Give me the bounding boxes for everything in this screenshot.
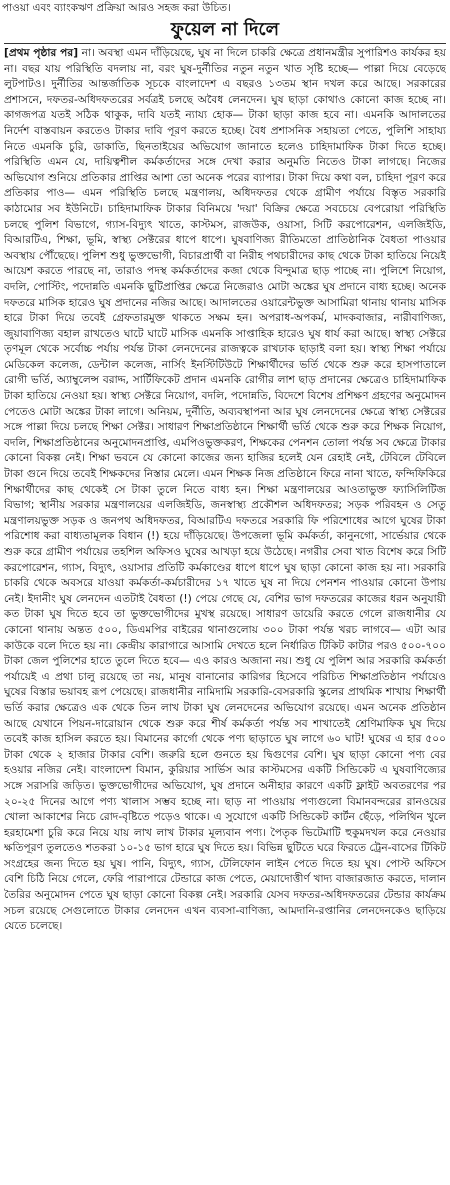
- article-headline: ফুয়েল না দিলে: [170, 19, 280, 40]
- article-text: না। অবস্থা এমন দাঁড়িয়েছে, ঘুষ না দিলে চাকরি ক্ষেত্রে প্রধানমন্ত্রীর সুপারিশও কার্যকর হয় না। বছর যায় পরিস্থিতি বদলায় না, বরং ঘুষ-দুর্নীতির নতুন নতুন খাত সৃষ্টি হচ্ছে— পাল্লা দিয়ে বেড়েছে লুটপাটও। দুর্নীতির আন্তর্জাতিক সূচকে বাংলাদেশ এ বছরও ১৩তম স্থান দখল করে আছে। সরকারের প্রশাসনে, দফতর-অধিদফতরের সর্বত্রই চলছে অবৈধ লেনদেন। ঘুষ ছাড়া কোথাও কোনো কাজ হচ্ছে না। কাগজপত্র যতই সঠিক থাকুক, দাবি যতই ন্যায্য হোক— টাকা ছাড়া কাজ হবে না। এমনকি আদালতের নির্দেশ বাস্তবায়ন করতেও টাকার দাবি পূরণ করতে হচ্ছে। বৈধ প্রশাসনিক সহায়তা পেতে, পুলিশি সাহায্য নিতে এমনকি চুরি, ডাকাতি, ছিনতাইয়ের অভিযোগ জানাতে হলেও চাহিদামাফিক টাকা দিতে হচ্ছে। পরিস্থিতি এমন যে, দায়িত্বশীল কর্মকর্তাদের সঙ্গে দেখা করার অনুমতি নিতেও টাকা লাগছে। নিজের অভিযোগ শুনিয়ে প্রতিকার প্রাপ্তির আশা তো অনেক পরের ব্যাপার। টাকা দিয়ে কথা বল, চাহিদা পূরণ করে প্রতিকার পাও— এমন পরিস্থিতি চলছে মন্ত্রণালয়, অধিদফতর থেকে গ্রামীণ পর্যায়ে বিস্তৃত সরকারি কাঠামোর সব ইউনিটে। চাহিদামাফিক টাকার বিনিময়ে 'দয়া' বিক্রির ক্ষেত্রে সবচেয়ে বেপরোয়া পরিস্থিতি চলছে পুলিশ বিভাগে, গ্যাস-বিদ্যুৎ খাতে, কাস্টমস, রাজউক, ওয়াসা, সিটি করপোরেশন, এলজিইডি, বিআরটিএ, শিক্ষা, ভূমি, স্বাস্থ্য সেক্টরের ধাপে ধাপে। ঘুষবাণিজ্য রীতিমতো প্রাতিষ্ঠানিক বৈধতা পাওয়ার অবস্থায় পৌঁছেছে। পুলিশ শুধু ভুক্তভোগী, বিচারপ্রার্থী বা নিরীহ পথচারীদের কাছ থেকে টাকা হাতিয়ে নিয়েই আয়েশ করতে পারছে না, তারাও পদস্থ কর্মকর্তাদের কজা থেকে বিন্দুমাত্র ছাড় পাচ্ছে না। পুলিশে নিয়োগ, বদলি, পোস্টিং, পদোন্নতি এমনকি ছুটিপ্রাপ্তির ক্ষেত্রে নিজেরাও মোটা অঙ্কের ঘুষ প্রদানে বাধ্য হচ্ছে। অনেক দফতরে মাসিক হারেও ঘুষ প্রদানের নজির আছে। আদালতের ওয়ারেন্টভুক্ত আসামিরা থানায় থানায় মাসিক হারে টাকা দিয়ে তবেই গ্রেফতারমুক্ত থাকতে সক্ষম হন। অপরাধ-অপকর্ম, মাদকবাজার, নারীবাণিজ্য, জুয়াবাণিজ্য বহাল রাখতেও ঘাটে ঘাটে মাসিক এমনকি সাপ্তাহিক হারেও ঘুষ ধার্য করা আছে। স্বাস্থ্য সেক্টরে তৃণমূল থেকে সর্বোচ্চ পর্যায় পর্যন্ত টাকা লেনদেনের রাজত্বকে রাখঢাক ছাড়াই বলা হয়। স্বাস্থ্য শিক্ষা পর্যায়ে মেডিকেল কলেজ, ডেন্টাল কলেজ, নার্সিং ইনস্টিটিউটে শিক্ষার্থীদের ভর্তি থেকে শুরু করে হাসপাতালে রোগী ভর্তি, অ্যাম্বুলেন্স বরাদ্দ, সার্টিফিকেট প্রদান এমনকি রোগীর লাশ ছাড় প্রদানের ক্ষেত্রেও চাহিদামাফিক টাকা হাতিয়ে নেওয়া হয়। স্বাস্থ্য সেক্টরে নিয়োগ, বদলি, পদোন্নতি, বিদেশে বিশেষ প্রশিক্ষণ গ্রহণের অনুমোদন পেতেও মোটা অঙ্কের টাকা লাগে। অনিয়ম, দুর্নীতি, অব্যবস্থাপনা আর ঘুষ লেনদেনের ক্ষেত্রে স্বাস্থ্য সেক্টরের সঙ্গে পাল্লা দিয়ে চলছে শিক্ষা সেক্টর। সাধারণ শিক্ষাপ্রতিষ্ঠানে শিক্ষার্থী ভর্তি থেকে শুরু করে শিক্ষক নিয়োগ, বদলি, শিক্ষাপ্রতিষ্ঠানের অনুমোদনপ্রাপ্তি, এমপিওভুক্তকরণ, শিক্ষকের পেনশন তোলা পর্যন্ত সব ক্ষেত্রে টাকার কোনো বিকল্প নেই। শিক্ষা ভবনে যে কোনো কাজের জন্য হাজির হলেই যেন রেহাই নেই, টেবিলে টেবিলে টাকা গুনে দিয়ে তবেই শিক্ষকদের নিস্তার মেলে। এমন শিক্ষক নিজ প্রতিষ্ঠানে ফিরে নানা খাতে, ফন্দিফিকিরে শিক্ষার্থীদের কাছ থেকেই সে টাকা তুলে নিতে বাধ্য হন। শিক্ষা মন্ত্রণালয়ের আওতাভুক্ত ফ্যাসিলিটিজ বিভাগ; স্থানীয় সরকার মন্ত্রণালয়ের এলজিইডি, জনস্বাস্থ্য প্রকৌশল অধিদফতর; সড়ক পরিবহন ও সেতু মন্ত্রণালয়ভুক্ত সড়ক ও জনপথ অধিদফতর, বিআরটিএ দফতরে সরকারি ফি পরিশোধের আগে ঘুষের টাকা পরিশোধ করা বাধ্যতামূলক বিধান (!) হয়ে দাঁড়িয়েছে। উপজেলা ভূমি কর্মকর্তা, কানুনগো, সার্ভেয়ার থেকে শুরু করে গ্রামীণ পর্যায়ের তহশিল অফিসও ঘুষের আখড়া হয়ে উঠেছে। নগরীর সেবা খাত বিশেষ করে সিটি করপোরেশন, গ্যাস, বিদ্যুৎ, ওয়াসার প্রতিটি কর্মকাণ্ডের ধাপে ধাপে ঘুষ ছাড়া কোনো কাজ হয় না। সরকারি চাকরি থেকে অবসরে যাওয়া কর্মকর্তা-কর্মচারীদের ১৭ খাতে ঘুষ না দিয়ে পেনশন পাওয়ার কোনো উপায় নেই। ইদানীং ঘুষ লেনদেন এতটাই বৈধতা (!) পেয়ে গেছে যে, বেশির ভাগ দফতরের কাজের ধরন অনুযায়ী কত টাকা ঘুষ দিতে হবে তা ভুক্তভোগীদের মুখস্থ রয়েছে। সাধারণ ডায়েরি করতে গেলে রাজধানীর যে কোনো থানায় অন্তত ৫০০, ডিএমপির বাইরের থানাগুলোয় ৩০০ টাকা পর্যন্ত খরচ লাগবে— এটা আর কাউকে বলে দিতে হয় না। কেন্দ্রীয় কারাগারে আসামি দেখতে হলে নির্ধারিত টিকিট কাটার পরও ৫০০-৭০০ টাকা জেল পুলিশের হাতে তুলে দিতে হবে— এও কারও অজানা নয়। শুধু যে পুলিশ আর সরকারি কর্মকর্তা পর্যায়েই এ প্রথা চালু রয়েছে তা নয়, মানুষ বানানোর কারিগর হিসেবে পরিচিত শিক্ষাপ্রতিষ্ঠান পর্যায়েও ঘুষের বিস্তার ভয়াবহ রূপ পেয়েছে। রাজধানীর নামিদামি সরকারি-বেসরকারি স্কুলের প্রাথমিক শাখায় শিক্ষার্থী ভর্তি করার ক্ষেত্রেও এক থেকে তিন লাখ টাকা ঘুষ লেনদেনের অভিযোগ রয়েছে। এমন অনেক প্রতিষ্ঠান আছে যেখানে পিয়ন-দারোয়ান থেকে শুরু করে শীর্ষ কর্মকর্তা পর্যন্ত সব শাখাতেই শ্রেণিমাফিক ঘুষ দিয়ে তবেই কাজ হাসিল করতে হয়। বিমানের কার্গো থেকে পণ্য ছাড়াতে ঘুষ লাগে ৬০ ঘাট! ঘুষের এ হার ৫০০ টাকা থেকে ২ হাজার টাকার বেশি। জরুরি হলে গুনতে হয় দ্বিগুণের বেশি। ঘুষ ছাড়া কোনো পণ্য বের হওয়ার নজির নেই। বাংলাদেশ বিমান, কুরিয়ার সার্ভিস আর কাস্টমসের একটি সিন্ডিকেট এ ঘুষবাণিজ্যের সঙ্গে সরাসরি জড়িত। ভুক্তভোগীদের অভিযোগ, ঘুষ প্রদানে অনীহার কারণে একটি ফ্লাইট অবতরণের পর ২০-২৫ দিনের আগে পণ্য খালাস সম্ভব হচ্ছে না। ছাড় না পাওয়ায় পণ্যগুলো বিমানবন্দরের রানওয়ের খোলা আকাশের নিচে রোদ-বৃষ্টিতে পড়েও থাকে। এ সুযোগে একটি সিন্ডিকেট কার্টন ছেঁড়ে, পলিথিন খুলে হরহামেশা চুরি করে নিয়ে যায় লাখ লাখ টাকার মূল্যবান পণ্য। পৈতৃক ভিটেমাটি হুকুমদখল করে নেওয়ার ক্ষতিপূরণ তুলতেও শতকরা ১০-১৫ ভাগ হারে ঘুষ দিতে হয়। বিভিন্ন ছুটিতে ঘরে ফিরতে ট্রেন-বাসের টিকিট সংগ্রহের জন্য দিতে হয় ঘুষ। পানি, বিদ্যুৎ, গ্যাস, টেলিফোন লাইন পেতে দিতে হয় ঘুষ। পোস্ট অফিসে বেশি চিঠি নিয়ে গেলে, ফেরি পারাপারে টেন্ডারে কাজ পেতে, মেয়াদোত্তীর্ণ খাদ্য বাজারজাত করতে, দালান তৈরির অনুমোদন পেতে ঘুষ ছাড়া কোনো বিকল্প নেই। সরকারি যেসব দফতর-অধিদফতরের টেন্ডার কার্যক্রম সচল রয়েছে সেগুলোতে টাকার লেনদেন এখন ব্যবসা-বাণিজ্য, আমদানি-রপ্তানির লেনদেনকেও ছাড়িয়ে যেতে চলেছে।: [4, 47, 446, 933]
- continued-from-front-page-label: [প্রথম পৃষ্ঠার পর]: [4, 47, 79, 59]
- headline-divider: [4, 43, 446, 44]
- article-paragraph: [4, 46, 446, 935]
- article-body: [4, 46, 446, 1181]
- previous-article-fragment: পাওয়া এবং ব্যাংকঋণ প্রক্রিয়া আরও সহজ করা উচিত।: [2, 2, 231, 14]
